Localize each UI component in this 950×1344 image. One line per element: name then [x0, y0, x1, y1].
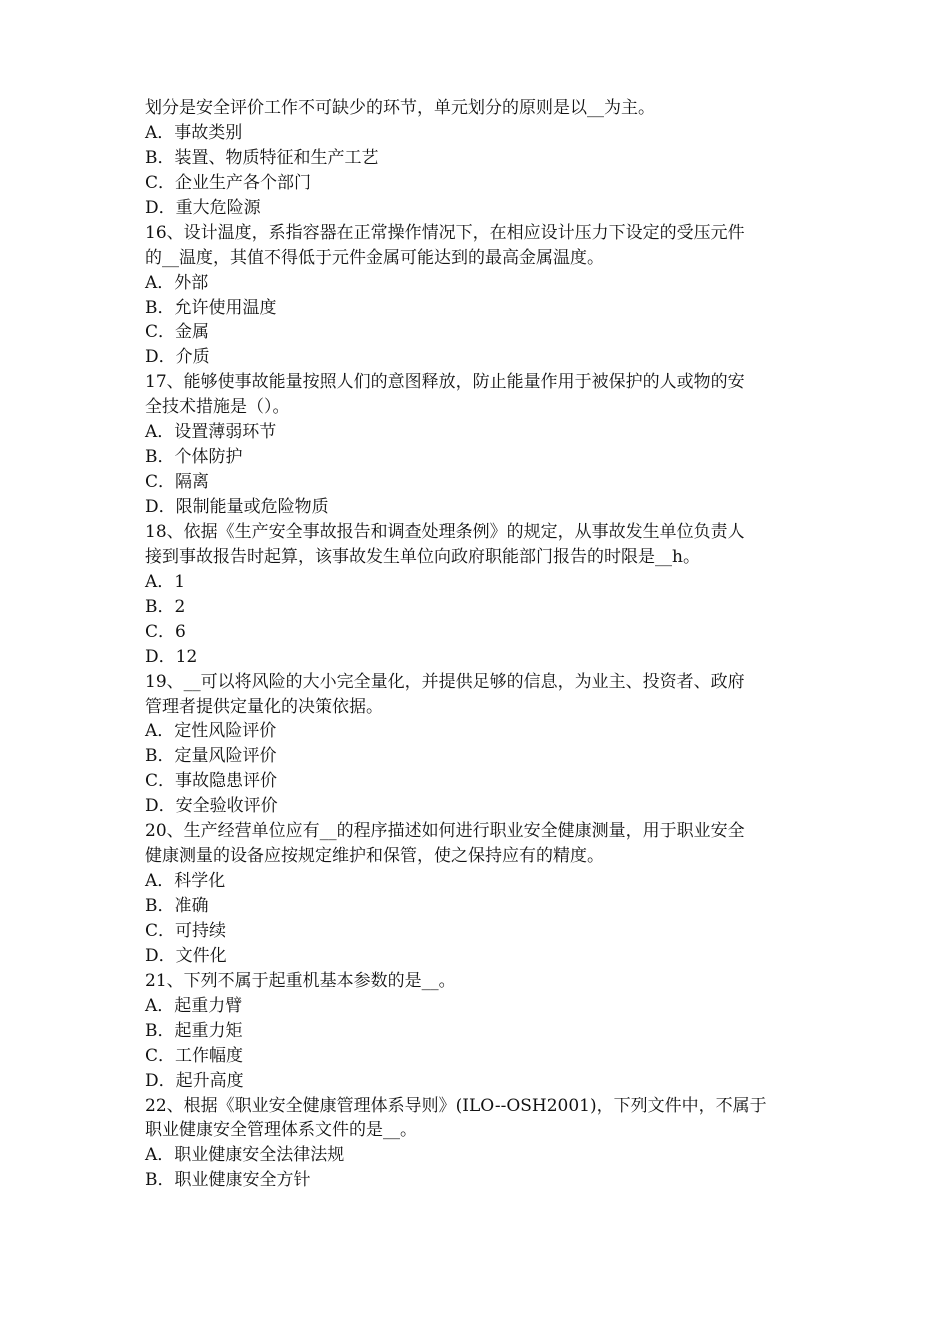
option-a: A．科学化	[145, 871, 226, 892]
option-d: D．文件化	[145, 945, 227, 966]
question-text-line: 16、设计温度，系指容器在正常操作情况下，在相应设计压力下设定的受压元件	[145, 222, 745, 243]
question-text-line: 19、__可以将风险的大小完全量化，并提供足够的信息，为业主、投资者、政府	[145, 671, 745, 692]
option-c: C．6	[145, 621, 186, 642]
option-a: A．1	[145, 571, 186, 592]
option-list	[145, 719, 817, 819]
option-c: C．工作幅度	[145, 1045, 244, 1066]
option-b: B．起重力矩	[145, 1020, 243, 1041]
option-list	[145, 1143, 817, 1193]
question-text-line: 管理者提供定量化的决策依据。	[145, 696, 383, 717]
question-15-continuation	[145, 96, 817, 221]
option-list	[145, 994, 817, 1094]
option-d: D．限制能量或危险物质	[145, 497, 329, 517]
exam-question-list	[145, 96, 817, 1193]
option-b: B．允许使用温度	[145, 297, 277, 318]
question-text-line: 22、根据《职业安全健康管理体系导则》(ILO--OSH2001)，下列文件中，不属于	[145, 1095, 767, 1116]
question-text-line: 20、生产经营单位应有__的程序描述如何进行职业安全健康测量，用于职业安全	[145, 821, 745, 842]
option-c: C．可持续	[145, 920, 227, 941]
question-21	[145, 969, 817, 1094]
option-list	[145, 271, 817, 371]
question-text-line: 划分是安全评价工作不可缺少的环节，单元划分的原则是以__为主。	[145, 98, 655, 118]
option-d: D．介质	[145, 347, 210, 368]
option-b: B．2	[145, 596, 186, 617]
option-d: D．安全验收评价	[145, 796, 278, 817]
option-list	[145, 570, 817, 670]
option-c: C．隔离	[145, 472, 210, 493]
question-text-line: 健康测量的设备应按规定维护和保管，使之保持应有的精度。	[145, 846, 604, 867]
question-text-line: 职业健康安全管理体系文件的是__。	[145, 1120, 417, 1141]
question-22	[145, 1094, 817, 1194]
option-b: B．定量风险评价	[145, 746, 277, 767]
option-d: D．重大危险源	[145, 197, 261, 218]
option-a: A．定性风险评价	[145, 721, 277, 742]
option-a: A．设置薄弱环节	[145, 422, 277, 443]
option-a: A．职业健康安全法律法规	[145, 1145, 345, 1166]
option-c: C．企业生产各个部门	[145, 172, 312, 193]
question-text-line: 18、依据《生产安全事故报告和调查处理条例》的规定，从事故发生单位负责人	[145, 521, 745, 542]
question-20	[145, 819, 817, 969]
question-text-line: 的__温度，其值不得低于元件金属可能达到的最高金属温度。	[145, 247, 604, 268]
option-c: C．金属	[145, 322, 210, 343]
option-b: B．准确	[145, 896, 209, 916]
option-list	[145, 869, 817, 969]
question-text-line: 接到事故报告时起算，该事故发生单位向政府职能部门报告的时限是__h。	[145, 546, 700, 567]
option-a: A．事故类别	[145, 122, 243, 143]
option-list	[145, 420, 817, 520]
question-19	[145, 670, 817, 820]
question-text-line: 全技术措施是（）。	[145, 397, 290, 418]
question-18	[145, 520, 817, 670]
question-text-line: 21、下列不属于起重机基本参数的是__。	[145, 970, 456, 991]
option-a: A．外部	[145, 272, 209, 293]
question-16	[145, 221, 817, 371]
option-b: B．个体防护	[145, 447, 243, 468]
option-a: A．起重力臂	[145, 995, 243, 1016]
option-list	[145, 121, 817, 221]
question-17	[145, 370, 817, 520]
option-d: D．12	[145, 646, 198, 667]
question-text-line: 17、能够使事故能量按照人们的意图释放，防止能量作用于被保护的人或物的安	[145, 372, 745, 393]
option-b: B．职业健康安全方针	[145, 1170, 311, 1191]
option-b: B．装置、物质特征和生产工艺	[145, 147, 379, 168]
option-d: D．起升高度	[145, 1070, 244, 1091]
option-c: C．事故隐患评价	[145, 771, 278, 792]
